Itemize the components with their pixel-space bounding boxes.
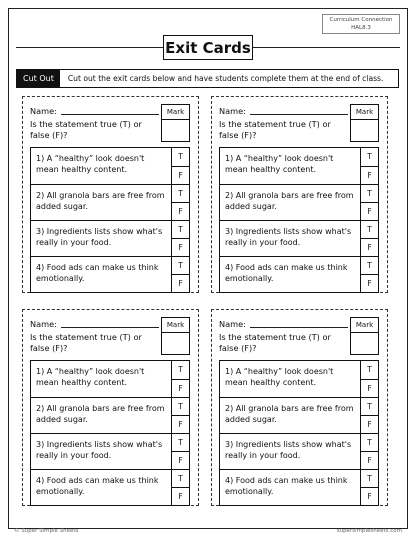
statement-row (220, 220, 378, 256)
mark-label: Mark (162, 318, 189, 333)
exit-card (211, 96, 388, 293)
statement-text: 2) All granola bars are free from added sugar. (225, 191, 354, 211)
curriculum-code: HAL8.3 (351, 25, 371, 31)
curriculum-title: Curriculum Connection (329, 17, 393, 23)
footer-copyright: © Super Simple Sheets (14, 528, 79, 534)
mark-label: Mark (351, 318, 378, 333)
true-false-column (360, 148, 378, 184)
false-option[interactable]: F (361, 274, 378, 292)
exit-card (22, 96, 199, 293)
name-underline[interactable] (250, 114, 348, 115)
exit-card (211, 309, 388, 506)
true-option[interactable]: T (178, 474, 183, 483)
true-false-column (171, 470, 189, 505)
statement-row (220, 361, 378, 397)
statement-text: 3) Ingredients lists show what's really in your food. (36, 440, 163, 460)
statement-row (31, 220, 189, 256)
true-option[interactable]: T (367, 225, 372, 234)
true-option[interactable]: T (178, 365, 183, 375)
name-underline[interactable] (61, 114, 159, 115)
name-label: Name: (30, 319, 57, 329)
name-underline[interactable] (250, 327, 348, 328)
true-false-column (171, 221, 189, 256)
mark-label: Mark (351, 105, 378, 120)
false-option[interactable]: F (361, 487, 378, 505)
true-option[interactable]: T (367, 261, 372, 270)
true-option[interactable]: T (367, 438, 372, 447)
statement-text: 3) Ingredients lists show what's really in your food. (36, 227, 163, 247)
true-false-column (171, 257, 189, 292)
false-option[interactable]: F (172, 166, 189, 185)
true-false-column (171, 148, 189, 184)
statement-row (220, 148, 378, 184)
false-option[interactable]: F (361, 415, 378, 433)
statement-text: 3) Ingredients lists show what's really in your food. (225, 440, 352, 460)
false-option[interactable]: F (172, 415, 189, 433)
true-false-column (360, 257, 378, 292)
false-option[interactable]: F (361, 166, 378, 185)
statement-table (219, 147, 379, 293)
true-option[interactable]: T (367, 474, 372, 483)
statement-text: 1) A “healthy” look doesn't mean healthy content. (225, 154, 334, 174)
statement-text: 3) Ingredients lists show what's really in your food. (225, 227, 352, 247)
true-option[interactable]: T (178, 261, 183, 270)
true-false-column (171, 434, 189, 469)
true-false-column (171, 185, 189, 220)
mark-box[interactable] (161, 317, 190, 355)
name-label: Name: (219, 106, 246, 116)
false-option[interactable]: F (361, 238, 378, 256)
true-option[interactable]: T (178, 402, 183, 411)
statement-text: 4) Food ads can make us think emotionally. (36, 263, 159, 283)
statement-text: 1) A “healthy” look doesn't mean healthy content. (36, 154, 145, 174)
page-title: Exit Cards (163, 35, 253, 60)
instruction-bar (16, 69, 399, 88)
true-false-column (171, 361, 189, 397)
statement-table (30, 147, 190, 293)
name-field[interactable] (30, 319, 159, 329)
statement-table (219, 360, 379, 506)
statement-row (31, 361, 189, 397)
name-field[interactable] (219, 319, 348, 329)
true-false-column (360, 221, 378, 256)
statement-row (220, 256, 378, 292)
name-label: Name: (30, 106, 57, 116)
statement-row (220, 469, 378, 505)
false-option[interactable]: F (172, 238, 189, 256)
false-option[interactable]: F (361, 379, 378, 398)
question-text: Is the statement true (T) or false (F)? (30, 119, 142, 140)
false-option[interactable]: F (172, 274, 189, 292)
statement-text: 2) All granola bars are free from added sugar. (36, 404, 165, 424)
name-underline[interactable] (61, 327, 159, 328)
true-false-column (360, 398, 378, 433)
mark-box[interactable] (161, 104, 190, 142)
true-false-column (360, 185, 378, 220)
name-field[interactable] (219, 106, 348, 116)
mark-box[interactable] (350, 104, 379, 142)
true-option[interactable]: T (367, 365, 372, 375)
false-option[interactable]: F (172, 451, 189, 469)
instruction-text: Cut out the exit cards below and have students complete them at the end of class. (67, 74, 384, 83)
statement-text: 2) All granola bars are free from added sugar. (36, 191, 165, 211)
true-false-column (360, 434, 378, 469)
statement-text: 1) A “healthy” look doesn't mean healthy content. (225, 367, 334, 387)
statement-row (220, 397, 378, 433)
card-header (30, 104, 190, 146)
true-option[interactable]: T (178, 152, 183, 162)
statement-row (31, 184, 189, 220)
statement-row (31, 433, 189, 469)
exit-card (22, 309, 199, 506)
statement-text: 4) Food ads can make us think emotionally. (225, 263, 348, 283)
true-option[interactable]: T (178, 438, 183, 447)
name-label: Name: (219, 319, 246, 329)
statement-row (31, 469, 189, 505)
mark-box[interactable] (350, 317, 379, 355)
true-option[interactable]: T (367, 402, 372, 411)
statement-row (31, 148, 189, 184)
card-header (30, 317, 190, 359)
true-option[interactable]: T (178, 189, 183, 198)
false-option[interactable]: F (172, 202, 189, 220)
statement-text: 4) Food ads can make us think emotionally. (36, 476, 159, 496)
statement-text: 4) Food ads can make us think emotionally. (225, 476, 348, 496)
false-option[interactable]: F (361, 451, 378, 469)
question-text: Is the statement true (T) or false (F)? (219, 332, 331, 353)
true-option[interactable]: T (367, 189, 372, 198)
cut-out-tag: Cut Out (17, 70, 60, 87)
statement-text: 2) All granola bars are free from added sugar. (225, 404, 354, 424)
statement-text: 1) A “healthy” look doesn't mean healthy content. (36, 367, 145, 387)
mark-label: Mark (162, 105, 189, 120)
footer-website: supersimplesheets.com (336, 528, 402, 534)
question-text: Is the statement true (T) or false (F)? (30, 332, 142, 353)
true-false-column (360, 361, 378, 397)
card-header (219, 104, 379, 146)
statement-row (220, 184, 378, 220)
false-option[interactable]: F (361, 202, 378, 220)
card-header (219, 317, 379, 359)
false-option[interactable]: F (172, 379, 189, 398)
true-false-column (360, 470, 378, 505)
true-option[interactable]: T (178, 225, 183, 234)
false-option[interactable]: F (172, 487, 189, 505)
true-false-column (171, 398, 189, 433)
true-option[interactable]: T (367, 152, 372, 162)
statement-row (31, 256, 189, 292)
curriculum-connection-box (322, 14, 400, 34)
statement-row (31, 397, 189, 433)
question-text: Is the statement true (T) or false (F)? (219, 119, 331, 140)
statement-row (220, 433, 378, 469)
statement-table (30, 360, 190, 506)
name-field[interactable] (30, 106, 159, 116)
